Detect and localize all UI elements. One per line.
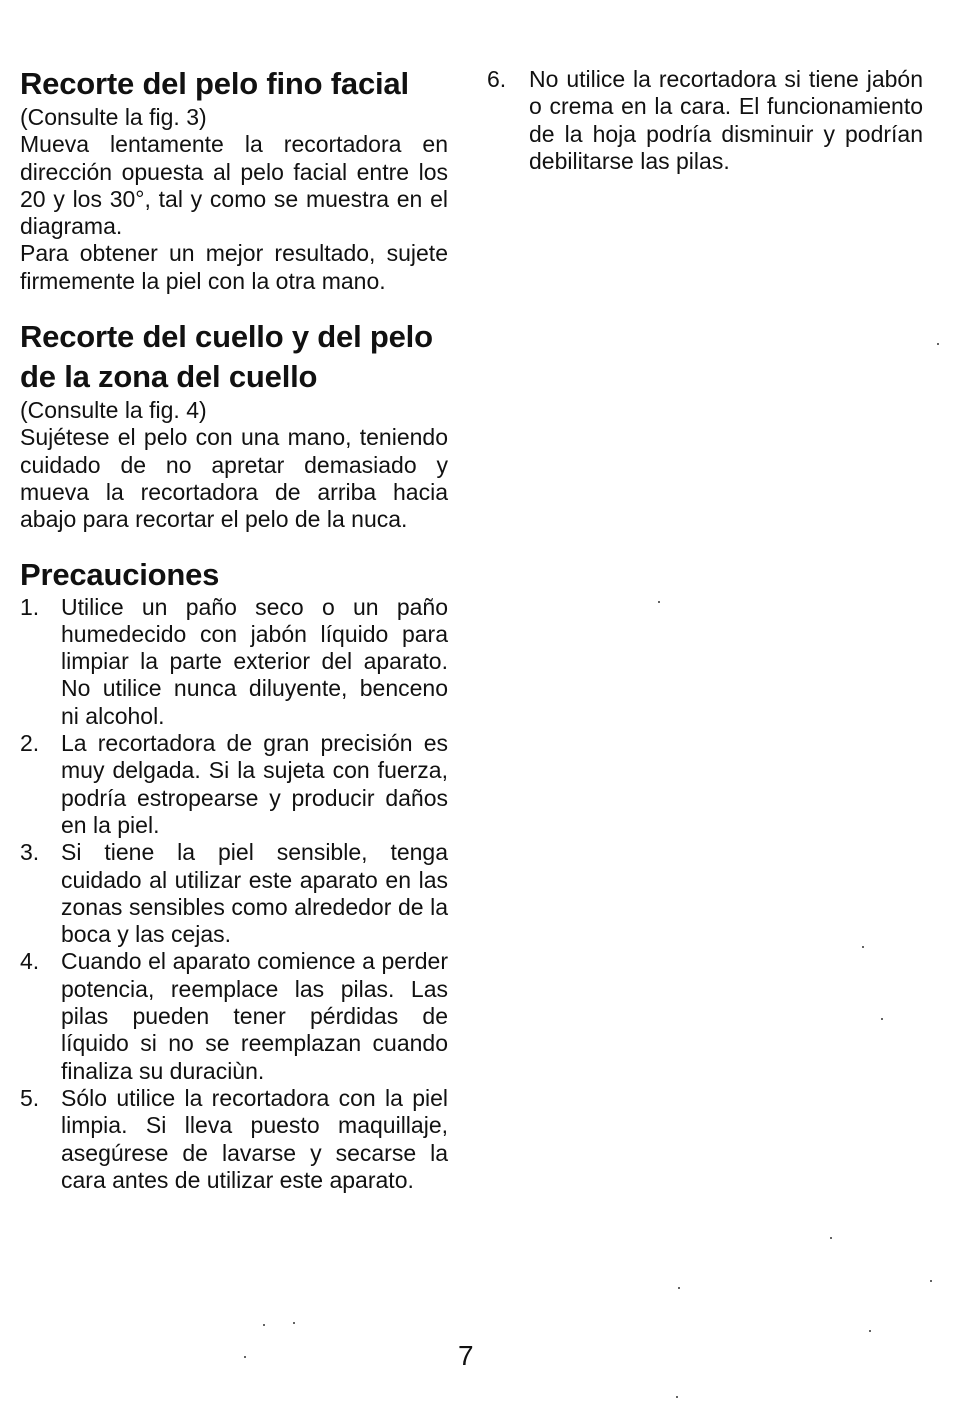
list-item-text: Sólo utilice la recortadora con la piel limpia. Si lleva puesto maquillaje, asegúrese de lavarse y secarse la cara antes de utilizar este aparato. [61, 1084, 448, 1193]
paragraph-facial-instructions: Mueva lentamente la recortadora en dirección opuesta al pelo facial entre los 20 y los 30°, tal y como se muestra en el diagrama. [20, 131, 448, 240]
scan-speck [830, 1237, 832, 1239]
section-heading-neck: Recorte del cuello y del pelo de la zona del cuello [20, 319, 433, 395]
scan-speck [658, 601, 660, 603]
scan-speck [869, 1330, 871, 1332]
paragraph-facial-tip: Para obtener un mejor resultado, sujete firmemente la piel con la otra mano. [20, 240, 448, 294]
figure-reference-4: (Consulte la fig. 4) [20, 397, 207, 424]
scan-speck [678, 1287, 680, 1289]
precautions-list [20, 594, 448, 1195]
figure-reference-3: (Consulte la fig. 3) [20, 104, 207, 130]
section-precautions [20, 556, 448, 1195]
list-item-number: 1. [20, 593, 40, 620]
list-item-number: 2. [20, 730, 40, 757]
list-item-number: 4. [20, 948, 40, 975]
scan-speck [676, 1396, 678, 1398]
scan-speck [937, 343, 939, 345]
list-item-number: 5. [20, 1084, 40, 1111]
scan-speck [862, 946, 864, 948]
list-item-number: 6. [487, 66, 507, 92]
list-item-text: Si tiene la piel sensible, tenga cuidado al utilizar este aparato en las zonas sensibles como alrededor de la boca y las cejas. [61, 839, 448, 948]
scan-speck [881, 1018, 883, 1020]
list-item [20, 948, 448, 1084]
scan-speck [293, 1322, 295, 1324]
list-item [20, 1085, 448, 1194]
scan-speck [930, 1280, 932, 1282]
list-item [20, 594, 448, 730]
list-item-number: 3. [20, 839, 40, 866]
section-facial-trim [20, 64, 448, 295]
right-column [487, 66, 923, 175]
left-column [20, 64, 448, 1194]
section-heading-precautions: Precauciones [20, 556, 220, 592]
precautions-list-continued [487, 66, 923, 175]
list-item-text: No utilice la recortadora si tiene jabón o crema en la cara. El funcionamiento de la hoja podría disminuir y podrían debilitarse las pilas. [529, 66, 923, 174]
section-neck-trim [20, 317, 448, 533]
paragraph-neck-instructions: Sujétese el pelo con una mano, teniendo cuidado de no apretar demasiado y mueva la recortadora de arriba hacia abajo para recortar el pelo de la nuca. [20, 424, 448, 533]
list-item-text: Utilice un paño seco o un paño humedecido con jabón líquido para limpiar la parte exterior del aparato. No utilice nunca diluyente, benceno ni alcohol. [61, 593, 448, 729]
section-heading-facial: Recorte del pelo fino facial [20, 66, 409, 101]
scan-speck [244, 1356, 246, 1358]
list-item-text: La recortadora de gran precisión es muy delgada. Si la sujeta con fuerza, podría estropearse y producir daños en la piel. [61, 730, 448, 838]
list-item [487, 66, 923, 175]
list-item-text: Cuando el aparato comience a perder potencia, reemplace las pilas. Las pilas pueden tener pérdidas de líquido si no se reemplazan cuando finaliza su duraciùn. [61, 948, 448, 1084]
list-item [20, 839, 448, 948]
page-number: 7 [458, 1340, 474, 1371]
list-item [20, 730, 448, 839]
scan-speck [263, 1324, 265, 1326]
